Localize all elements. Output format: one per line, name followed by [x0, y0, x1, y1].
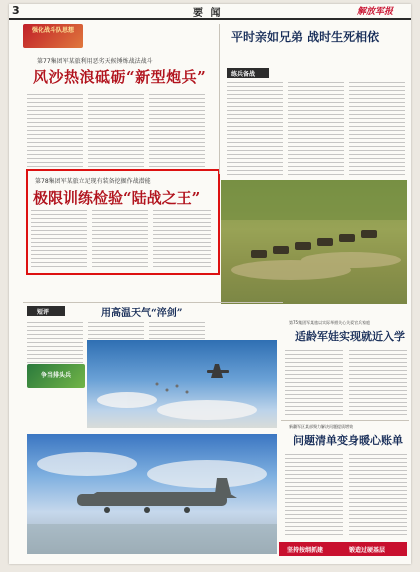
- article-5-body-col-2: [349, 454, 407, 536]
- left-top-badge-text: 强化战斗队思想: [31, 27, 74, 34]
- editorial-headline: 平时亲如兄弟 战时生死相依: [231, 30, 380, 44]
- article-5-kicker: 新疆军区某部聚力解决问题提质增效: [289, 424, 353, 429]
- horizontal-rule-1: [23, 302, 283, 303]
- transport-aircraft-shapes: [27, 434, 277, 554]
- article-2-body-col-2: [92, 210, 148, 268]
- newspaper-page: [9, 4, 411, 564]
- article-5-headline: 问题清单变身暖心账单: [293, 434, 403, 447]
- editorial-label: [227, 68, 269, 78]
- article-4-kicker: 第75集团军某旅以实际举措关心关爱官兵家庭: [289, 320, 371, 325]
- transport-aircraft-photo: [27, 434, 277, 554]
- article-1-body-col-2: [88, 94, 144, 172]
- article-4-body-col-1: [285, 350, 343, 416]
- article-2-kicker: 第78集团军某旅立足现有装备挖掘作战潜能: [35, 178, 151, 185]
- paper-name: 解放军报: [357, 7, 394, 17]
- article-5-body-col-1: [285, 454, 343, 536]
- tank-photo: [221, 180, 407, 304]
- editorial-label-text: 练兵备战: [231, 71, 256, 78]
- article-1-body-col-3: [149, 94, 205, 172]
- footer-right: 锻造过硬基层: [349, 547, 386, 554]
- left-top-badge: [23, 24, 83, 48]
- editorial-body-col-3: [349, 82, 405, 176]
- article-3-label: [27, 306, 65, 316]
- article-2-body-col-1: [31, 210, 87, 268]
- aircraft-formation-shapes: [87, 340, 277, 428]
- page-number: 3: [12, 4, 20, 17]
- editorial-body-col-1: [227, 82, 283, 176]
- article-2-headline: 极限训练检验“陆战之王”: [33, 189, 201, 207]
- article-1-body-col-1: [27, 94, 83, 172]
- bottom-left-badge-text: 争当排头兵: [40, 372, 71, 379]
- article-4-body-col-2: [349, 350, 407, 416]
- editorial-body-col-2: [288, 82, 344, 176]
- article-1-kicker: 第77集团军某旅利用恶劣天候锤炼战法战斗: [37, 58, 153, 65]
- article-3-label-text: 短评: [37, 309, 50, 316]
- article-1-headline: 风沙热浪砥砺“新型炮兵”: [33, 68, 207, 86]
- aircraft-formation-photo: [87, 340, 277, 428]
- article-3-headline: 用高温天气“淬剑”: [101, 308, 183, 319]
- bottom-left-badge: [27, 364, 85, 388]
- article-4-headline: 适龄军娃实现就近入学: [295, 330, 405, 343]
- section-title: 要 闻: [193, 8, 223, 19]
- article-2-body-col-3: [153, 210, 211, 268]
- article-3-body-col-1: [27, 322, 83, 364]
- tank-photo-shapes: [221, 180, 407, 304]
- vertical-rule-1: [219, 24, 220, 174]
- masthead: [9, 4, 411, 20]
- footer-left: 坚持按纲抓建: [287, 547, 324, 554]
- footer-banner: [279, 542, 407, 556]
- horizontal-rule-2: [281, 420, 409, 421]
